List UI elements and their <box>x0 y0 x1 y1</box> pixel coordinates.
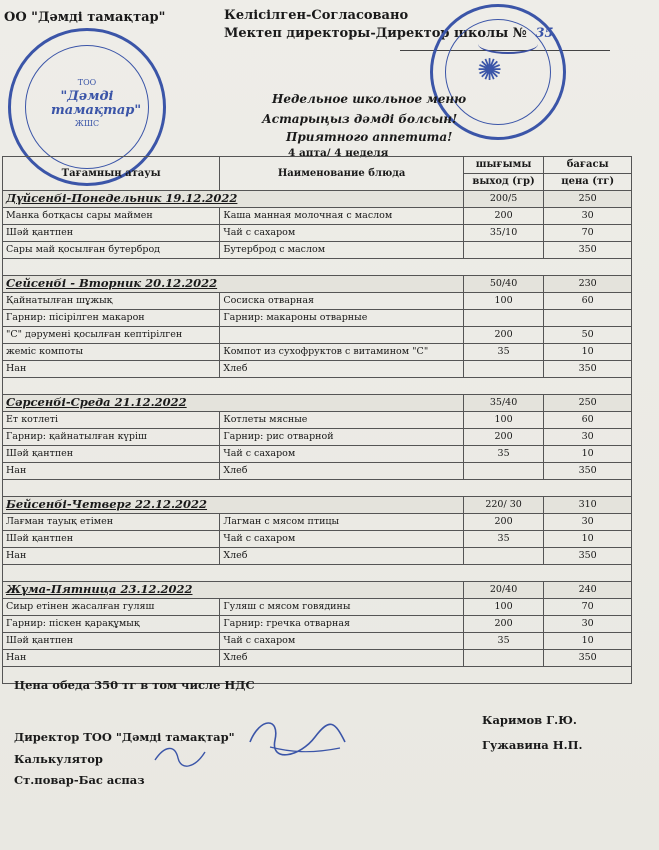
week-label: 4 апта/ 4 неделя <box>288 147 389 159</box>
dish-price: 350 <box>544 242 632 259</box>
dish-name-kz: Сиыр етінен жасалған гуляш <box>3 599 220 616</box>
dish-name-ru: Чай с сахаром <box>220 633 463 650</box>
dish-price: 50 <box>544 327 632 344</box>
day-title <box>3 276 464 293</box>
day-name: Сәрсенбі-Среда 21.12.2022 <box>6 395 187 409</box>
spacer-row <box>3 378 632 395</box>
day-total-price: 240 <box>544 582 632 599</box>
greeting-ru: Приятного аппетита! <box>286 130 453 144</box>
dish-name-kz: Шәй қантпен <box>3 531 220 548</box>
col-header-yield-kz: шығымы <box>463 157 543 174</box>
footer-name-1: Каримов Г.Ю. <box>482 713 577 727</box>
table-row <box>3 310 632 327</box>
dish-price: 30 <box>544 616 632 633</box>
dish-price: 30 <box>544 514 632 531</box>
stamp-top-text: ТОО <box>77 78 97 87</box>
dish-price: 60 <box>544 293 632 310</box>
menu-body <box>3 191 632 684</box>
dish-name-kz: Гарнир: пісірілген макарон <box>3 310 220 327</box>
col-header-yield-ru: выход (гр) <box>463 174 543 191</box>
day-row <box>3 191 632 208</box>
menu-table <box>2 156 632 684</box>
dish-name-ru: Каша манная молочная с маслом <box>220 208 463 225</box>
dish-yield: 200 <box>463 327 543 344</box>
dish-price: 350 <box>544 548 632 565</box>
table-row <box>3 225 632 242</box>
spacer-row <box>3 480 632 497</box>
dish-name-kz: Шәй қантпен <box>3 446 220 463</box>
dish-name-kz: Қайнатылған шұжық <box>3 293 220 310</box>
dish-yield: 35 <box>463 446 543 463</box>
table-row <box>3 599 632 616</box>
spacer-cell <box>3 259 632 276</box>
dish-yield: 200 <box>463 514 543 531</box>
dish-yield <box>463 463 543 480</box>
footer-director: Директор ТОО "Дәмді тамақтар" <box>14 730 235 744</box>
menu-title: Недельное школьное меню <box>272 92 467 106</box>
dish-yield <box>463 650 543 667</box>
day-title <box>3 582 464 599</box>
table-row <box>3 429 632 446</box>
table-row <box>3 412 632 429</box>
dish-yield: 35 <box>463 531 543 548</box>
dish-name-ru: Гуляш с мясом говядины <box>220 599 463 616</box>
spacer-row <box>3 565 632 582</box>
dish-name-kz: Нан <box>3 361 220 378</box>
dish-price: 350 <box>544 463 632 480</box>
dish-name-kz: Шәй қантпен <box>3 225 220 242</box>
footer-calculator: Калькулятор <box>14 752 103 766</box>
spacer-cell <box>3 480 632 497</box>
dish-name-kz: Гарнир: қайнатылған күріш <box>3 429 220 446</box>
footer-name-2: Гужавина Н.П. <box>482 738 583 752</box>
table-row <box>3 344 632 361</box>
dish-name-ru: Хлеб <box>220 548 463 565</box>
day-total-yield: 50/40 <box>463 276 543 293</box>
footer-cook: Ст.повар-Бас аспаз <box>14 773 145 787</box>
day-row <box>3 395 632 412</box>
dish-price: 10 <box>544 344 632 361</box>
table-row <box>3 446 632 463</box>
director-line-text: Мектеп директоры-Директор школы № <box>224 26 527 41</box>
table-row <box>3 531 632 548</box>
table-row <box>3 208 632 225</box>
day-title <box>3 191 464 208</box>
table-row <box>3 633 632 650</box>
col-header-price-kz: бағасы <box>544 157 632 174</box>
dish-yield <box>463 361 543 378</box>
dish-price: 10 <box>544 446 632 463</box>
dish-yield: 200 <box>463 616 543 633</box>
dish-name-kz: Ет котлеті <box>3 412 220 429</box>
dish-name-ru: Чай с сахаром <box>220 531 463 548</box>
day-total-price: 310 <box>544 497 632 514</box>
day-row <box>3 497 632 514</box>
greeting-kz: Астарыңыз дәмді болсын! <box>262 112 458 126</box>
col-header-price-ru: цена (тг) <box>544 174 632 191</box>
day-name: Бейсенбі-Четверг 22.12.2022 <box>6 497 208 511</box>
table-row <box>3 548 632 565</box>
spacer-cell <box>3 378 632 395</box>
dish-name-ru: Гарнир: макароны отварные <box>220 310 463 327</box>
dish-name-ru: Чай с сахаром <box>220 225 463 242</box>
table-header-row-1 <box>3 157 632 174</box>
dish-price: 30 <box>544 208 632 225</box>
dish-name-kz: Лағман тауық етімен <box>3 514 220 531</box>
day-total-yield: 20/40 <box>463 582 543 599</box>
org-name: ОО "Дәмді тамақтар" <box>4 10 166 25</box>
day-total-yield: 35/40 <box>463 395 543 412</box>
table-row <box>3 514 632 531</box>
dish-name-ru: Сосиска отварная <box>220 293 463 310</box>
spacer-cell <box>3 565 632 582</box>
dish-name-ru: Гарнир: гречка отварная <box>220 616 463 633</box>
table-row <box>3 242 632 259</box>
dish-price: 350 <box>544 650 632 667</box>
dish-name-kz: Сары май қосылған бутерброд <box>3 242 220 259</box>
dish-name-ru: Хлеб <box>220 361 463 378</box>
school-number: 35 <box>535 26 554 41</box>
day-row <box>3 276 632 293</box>
day-row <box>3 582 632 599</box>
dish-name-kz: Нан <box>3 463 220 480</box>
dish-name-ru: Чай с сахаром <box>220 446 463 463</box>
dish-yield: 35 <box>463 344 543 361</box>
day-total-price: 250 <box>544 395 632 412</box>
dish-yield: 100 <box>463 412 543 429</box>
day-title <box>3 497 464 514</box>
dish-name-ru: Хлеб <box>220 463 463 480</box>
stamp-center <box>51 78 142 135</box>
dish-yield: 200 <box>463 429 543 446</box>
day-total-yield: 220/ 30 <box>463 497 543 514</box>
dish-price <box>544 310 632 327</box>
day-total-price: 230 <box>544 276 632 293</box>
dish-yield: 100 <box>463 599 543 616</box>
dish-yield: 35/10 <box>463 225 543 242</box>
footer-signature-2 <box>150 740 210 770</box>
stamp-brand: "Дәмді тамақтар" <box>51 88 142 119</box>
dish-name-kz: Шәй қантпен <box>3 633 220 650</box>
dish-yield <box>463 242 543 259</box>
lunch-price-note: Цена обеда 350 тг в том числе НДС <box>14 678 255 692</box>
table-row <box>3 616 632 633</box>
table-row <box>3 463 632 480</box>
col-header-name-ru: Наименование блюда <box>220 157 463 191</box>
table-row <box>3 650 632 667</box>
dish-yield <box>463 548 543 565</box>
day-name: Дүйсенбі-Понедельник 19.12.2022 <box>6 191 238 205</box>
dish-price: 70 <box>544 225 632 242</box>
seal-emblem-icon: ✺ <box>477 53 503 88</box>
dish-yield: 200 <box>463 208 543 225</box>
dish-name-kz: Нан <box>3 650 220 667</box>
dish-name-kz: жеміс компоты <box>3 344 220 361</box>
dish-name-kz: "С" дәрумені қосылған кептірілген <box>3 327 220 344</box>
dish-price: 10 <box>544 531 632 548</box>
dish-name-ru: Гарнир: рис отварной <box>220 429 463 446</box>
dish-name-ru: Котлеты мясные <box>220 412 463 429</box>
spacer-row <box>3 259 632 276</box>
director-signature <box>478 34 538 54</box>
col-header-name-kz: Тағамның атауы <box>3 157 220 191</box>
day-name: Жұма-Пятница 23.12.2022 <box>6 582 193 596</box>
dish-price: 10 <box>544 633 632 650</box>
day-name: Сейсенбі - Вторник 20.12.2022 <box>6 276 218 290</box>
table-row <box>3 293 632 310</box>
stamp-bottom-text: ЖШС <box>74 119 100 129</box>
table-row <box>3 361 632 378</box>
dish-name-ru: Бутерброд с маслом <box>220 242 463 259</box>
dish-price: 60 <box>544 412 632 429</box>
footer-signature-1 <box>240 712 350 762</box>
dish-name-ru <box>220 327 463 344</box>
approval-label: Келісілген-Согласовано <box>224 8 409 23</box>
table-row <box>3 327 632 344</box>
day-total-price: 250 <box>544 191 632 208</box>
dish-price: 350 <box>544 361 632 378</box>
dish-name-ru: Хлеб <box>220 650 463 667</box>
day-title <box>3 395 464 412</box>
dish-name-kz: Гарнир: піскен қарақұмық <box>3 616 220 633</box>
dish-yield <box>463 310 543 327</box>
dish-yield: 100 <box>463 293 543 310</box>
dish-name-ru: Компот из сухофруктов с витамином "С" <box>220 344 463 361</box>
dish-yield: 35 <box>463 633 543 650</box>
dish-price: 30 <box>544 429 632 446</box>
dish-price: 70 <box>544 599 632 616</box>
dish-name-ru: Лагман с мясом птицы <box>220 514 463 531</box>
dish-name-kz: Нан <box>3 548 220 565</box>
day-total-yield: 200/5 <box>463 191 543 208</box>
dish-name-kz: Манка ботқасы сары маймен <box>3 208 220 225</box>
